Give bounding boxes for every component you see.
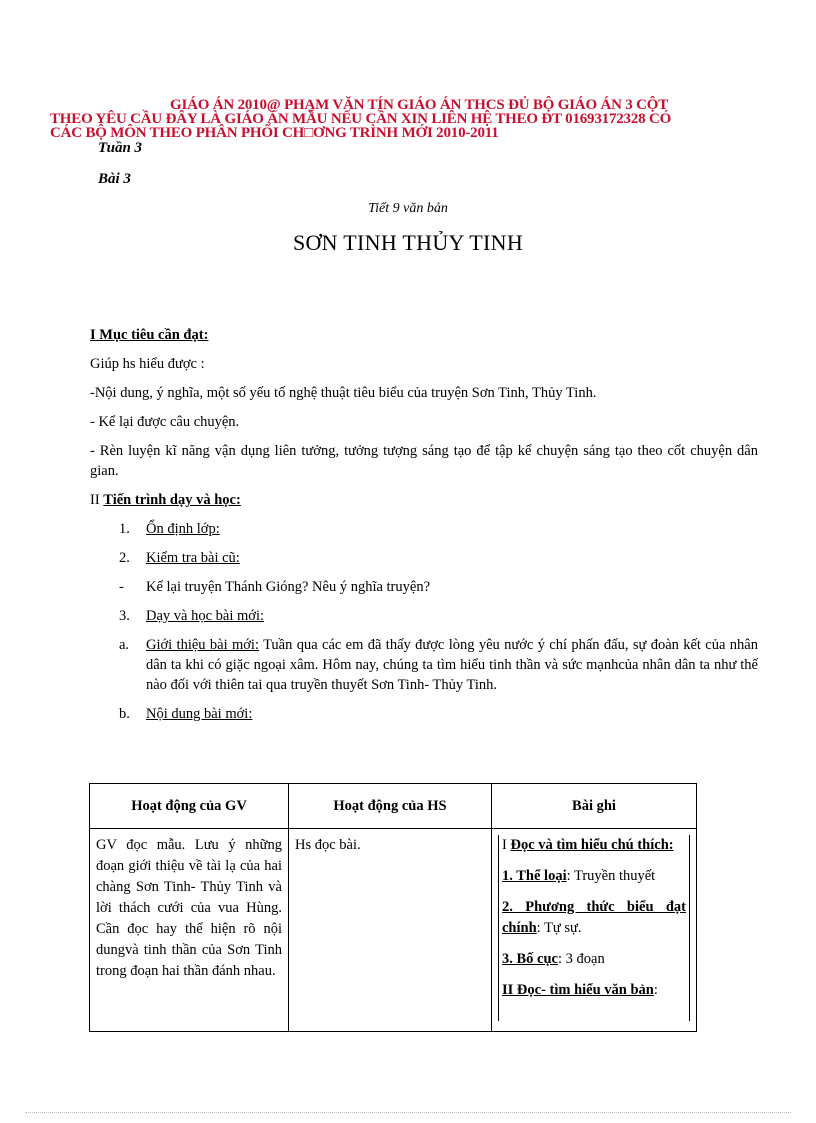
column-header-student: Hoạt động của HS bbox=[289, 784, 492, 829]
header-banner bbox=[0, 98, 816, 140]
note-label: 2. Phương thức biểu đạt chính bbox=[502, 899, 686, 936]
note-heading-text: II Đọc- tìm hiểu văn bản bbox=[502, 982, 654, 998]
list-marker: 1. bbox=[119, 521, 130, 537]
note-prefix: I bbox=[502, 837, 511, 853]
column-header-teacher: Hoạt động của GV bbox=[90, 784, 289, 829]
objective-item: - Kể lại được câu chuyện. bbox=[90, 414, 240, 430]
note-label: 1. Thể loại bbox=[502, 868, 567, 884]
objective-item: - Rèn luyện kĩ năng vận dụng liên tưởng, tưởng tượng sáng tạo để tập kể chuyện sáng tạo theo cốt chuyện dân gian. bbox=[90, 443, 758, 479]
note-value: : 3 đoạn bbox=[557, 951, 605, 967]
list-item bbox=[90, 606, 758, 626]
list-marker: 3. bbox=[119, 608, 130, 624]
list-label: Nội dung bài mới: bbox=[146, 706, 253, 722]
section-process-heading bbox=[90, 490, 758, 510]
list-item bbox=[90, 704, 758, 724]
lesson-plan-table bbox=[89, 783, 697, 1032]
list-item bbox=[90, 635, 758, 695]
list-text: Tuần qua các em đã thấy được lòng yêu nước ý chí phấn đấu, sự đoàn kết của nhân dân ta khi có giặc ngoại xâm. Hôm nay, chúng ta tìm hiểu tinh thần và sức mạnhcủa nhân dân ta như thế nào đối với thiên tai qua truyền thuyết Sơn Tinh- Thủy Tinh. bbox=[146, 637, 758, 693]
list-marker: 2. bbox=[119, 550, 130, 566]
notes-cell bbox=[492, 829, 697, 1032]
period-label: Tiết 9 văn bản bbox=[368, 201, 448, 216]
objectives-intro: Giúp hs hiểu được : bbox=[90, 356, 205, 372]
banner-line-1: GIÁO ÁN 2010@ PHẠM VĂN TÍN GIÁO ÁN THCS ĐỦ BỘ GIÁO ÁN 3 CỘT bbox=[170, 97, 669, 113]
note-label: 3. Bố cục bbox=[502, 951, 558, 967]
note-suffix: : bbox=[653, 982, 658, 998]
section-process-title: Tiến trình dạy và học: bbox=[103, 492, 241, 508]
section-process-prefix: II bbox=[90, 492, 104, 508]
teacher-activity-cell: GV đọc mẫu. Lưu ý những đoạn giới thiệu về tài lạ của hai chàng Sơn Tinh- Thủy Tinh và lời thách cưới của vua Hùng. Cần đọc hay thể hiện rõ nội dungvà tinh thần của Sơn Tinh trong đoạn hai thần đánh nhau. bbox=[90, 829, 289, 1032]
note-heading-text: Đọc và tìm hiểu chú thích: bbox=[510, 837, 674, 853]
list-item bbox=[90, 548, 758, 568]
list-label: Giới thiệu bài mới: bbox=[146, 637, 259, 653]
table-row bbox=[90, 829, 697, 1032]
note-genre bbox=[502, 866, 686, 887]
list-label: Ổn định lớp: bbox=[146, 521, 220, 537]
note-mode bbox=[502, 897, 686, 939]
list-marker: b. bbox=[119, 706, 130, 722]
list-label: Kể lại truyện Thánh Gióng? Nêu ý nghĩa truyện? bbox=[146, 579, 431, 595]
list-item bbox=[90, 577, 758, 597]
list-item bbox=[90, 519, 758, 539]
note-heading-2 bbox=[502, 980, 686, 1001]
list-marker: - bbox=[119, 579, 124, 595]
banner-line-3: CÁC BỘ MÔN THEO PHÂN PHỐI CH□ƠNG TRÌNH MỚI 2010-2011 bbox=[50, 125, 499, 141]
note-value: : Truyền thuyết bbox=[566, 868, 656, 884]
list-label: Kiểm tra bài cũ: bbox=[146, 550, 240, 566]
note-value: : Tự sự. bbox=[536, 920, 582, 936]
note-heading-1 bbox=[502, 835, 686, 856]
list-label: Dạy và học bài mới: bbox=[146, 608, 264, 624]
lesson-content bbox=[90, 325, 758, 733]
column-header-notes: Bài ghi bbox=[492, 784, 697, 829]
section-objectives-heading: I Mục tiêu cần đạt: bbox=[90, 327, 209, 343]
objective-item: -Nội dung, ý nghĩa, một số yếu tố nghệ thuật tiêu biểu của truyện Sơn Tinh, Thủy Tinh. bbox=[90, 385, 597, 401]
note-layout bbox=[502, 949, 686, 970]
banner-line-2: THEO YÊU CẦU ĐÂY LÀ GIÁO ÁN MẪU NẾU CẦN XIN LIÊN HỆ THEO ĐT 01693172328 CÓ bbox=[50, 111, 672, 127]
student-activity-cell: Hs đọc bài. bbox=[289, 829, 492, 1032]
page-footer-divider bbox=[25, 1112, 791, 1113]
list-marker: a. bbox=[119, 637, 130, 653]
lesson-label: Bài 3 bbox=[98, 171, 131, 187]
page-title: SƠN TINH THỦY TINH bbox=[292, 230, 524, 255]
week-label: Tuần 3 bbox=[98, 140, 143, 156]
